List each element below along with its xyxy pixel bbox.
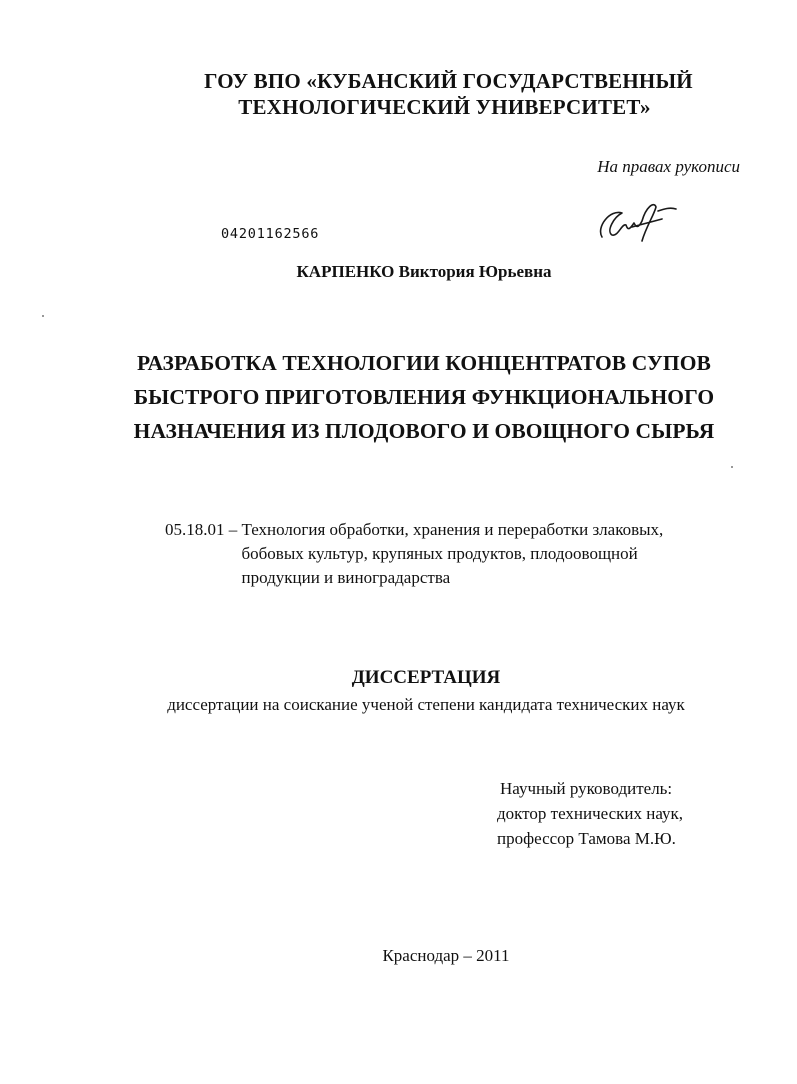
supervisor-name: профессор Тамова М.Ю. — [497, 829, 676, 848]
author-name: КАРПЕНКО Виктория Юрьевна — [296, 262, 552, 281]
document-number: 04201162566 — [221, 226, 320, 242]
supervisor-label: Научный руководитель: — [500, 779, 673, 798]
title-line-2: БЫСТРОГО ПРИГОТОВЛЕНИЯ ФУНКЦИОНАЛЬНОГО — [133, 385, 715, 409]
signature-icon — [592, 197, 684, 247]
university-name — [0, 68, 797, 120]
university-line-1: ГОУ ВПО «КУБАНСКИЙ ГОСУДАРСТВЕННЫЙ — [204, 69, 693, 93]
specialty-line-2: бобовых культур, крупяных продуктов, плодоовощной — [241, 544, 638, 563]
specialty-block — [165, 518, 663, 590]
title-line-3: НАЗНАЧЕНИЯ ИЗ ПЛОДОВОГО И ОВОЩНОГО СЫРЬЯ — [133, 419, 715, 443]
university-line-2: ТЕХНОЛОГИЧЕСКИЙ УНИВЕРСИТЕТ» — [238, 95, 651, 119]
document-type: ДИССЕРТАЦИЯ — [351, 667, 501, 688]
scan-speck — [42, 315, 44, 317]
specialty-code: 05.18.01 – — [165, 520, 242, 539]
specialty-line-3: продукции и виноградарства — [241, 568, 451, 587]
scan-speck — [731, 466, 733, 468]
supervisor-block — [497, 776, 683, 851]
specialty-line-1: Технология обработки, хранения и переработки злаковых, — [241, 520, 664, 539]
specialty-description — [242, 518, 664, 590]
title-line-1: РАЗРАБОТКА ТЕХНОЛОГИИ КОНЦЕНТРАТОВ СУПОВ — [136, 351, 712, 375]
manuscript-note: На правах рукописи — [597, 157, 740, 176]
dissertation-title — [0, 346, 797, 448]
city-year: Краснодар – 2011 — [382, 946, 510, 965]
degree-line: диссертации на соискание ученой степени кандидата технических наук — [167, 695, 685, 714]
supervisor-degree: доктор технических наук, — [497, 804, 684, 823]
